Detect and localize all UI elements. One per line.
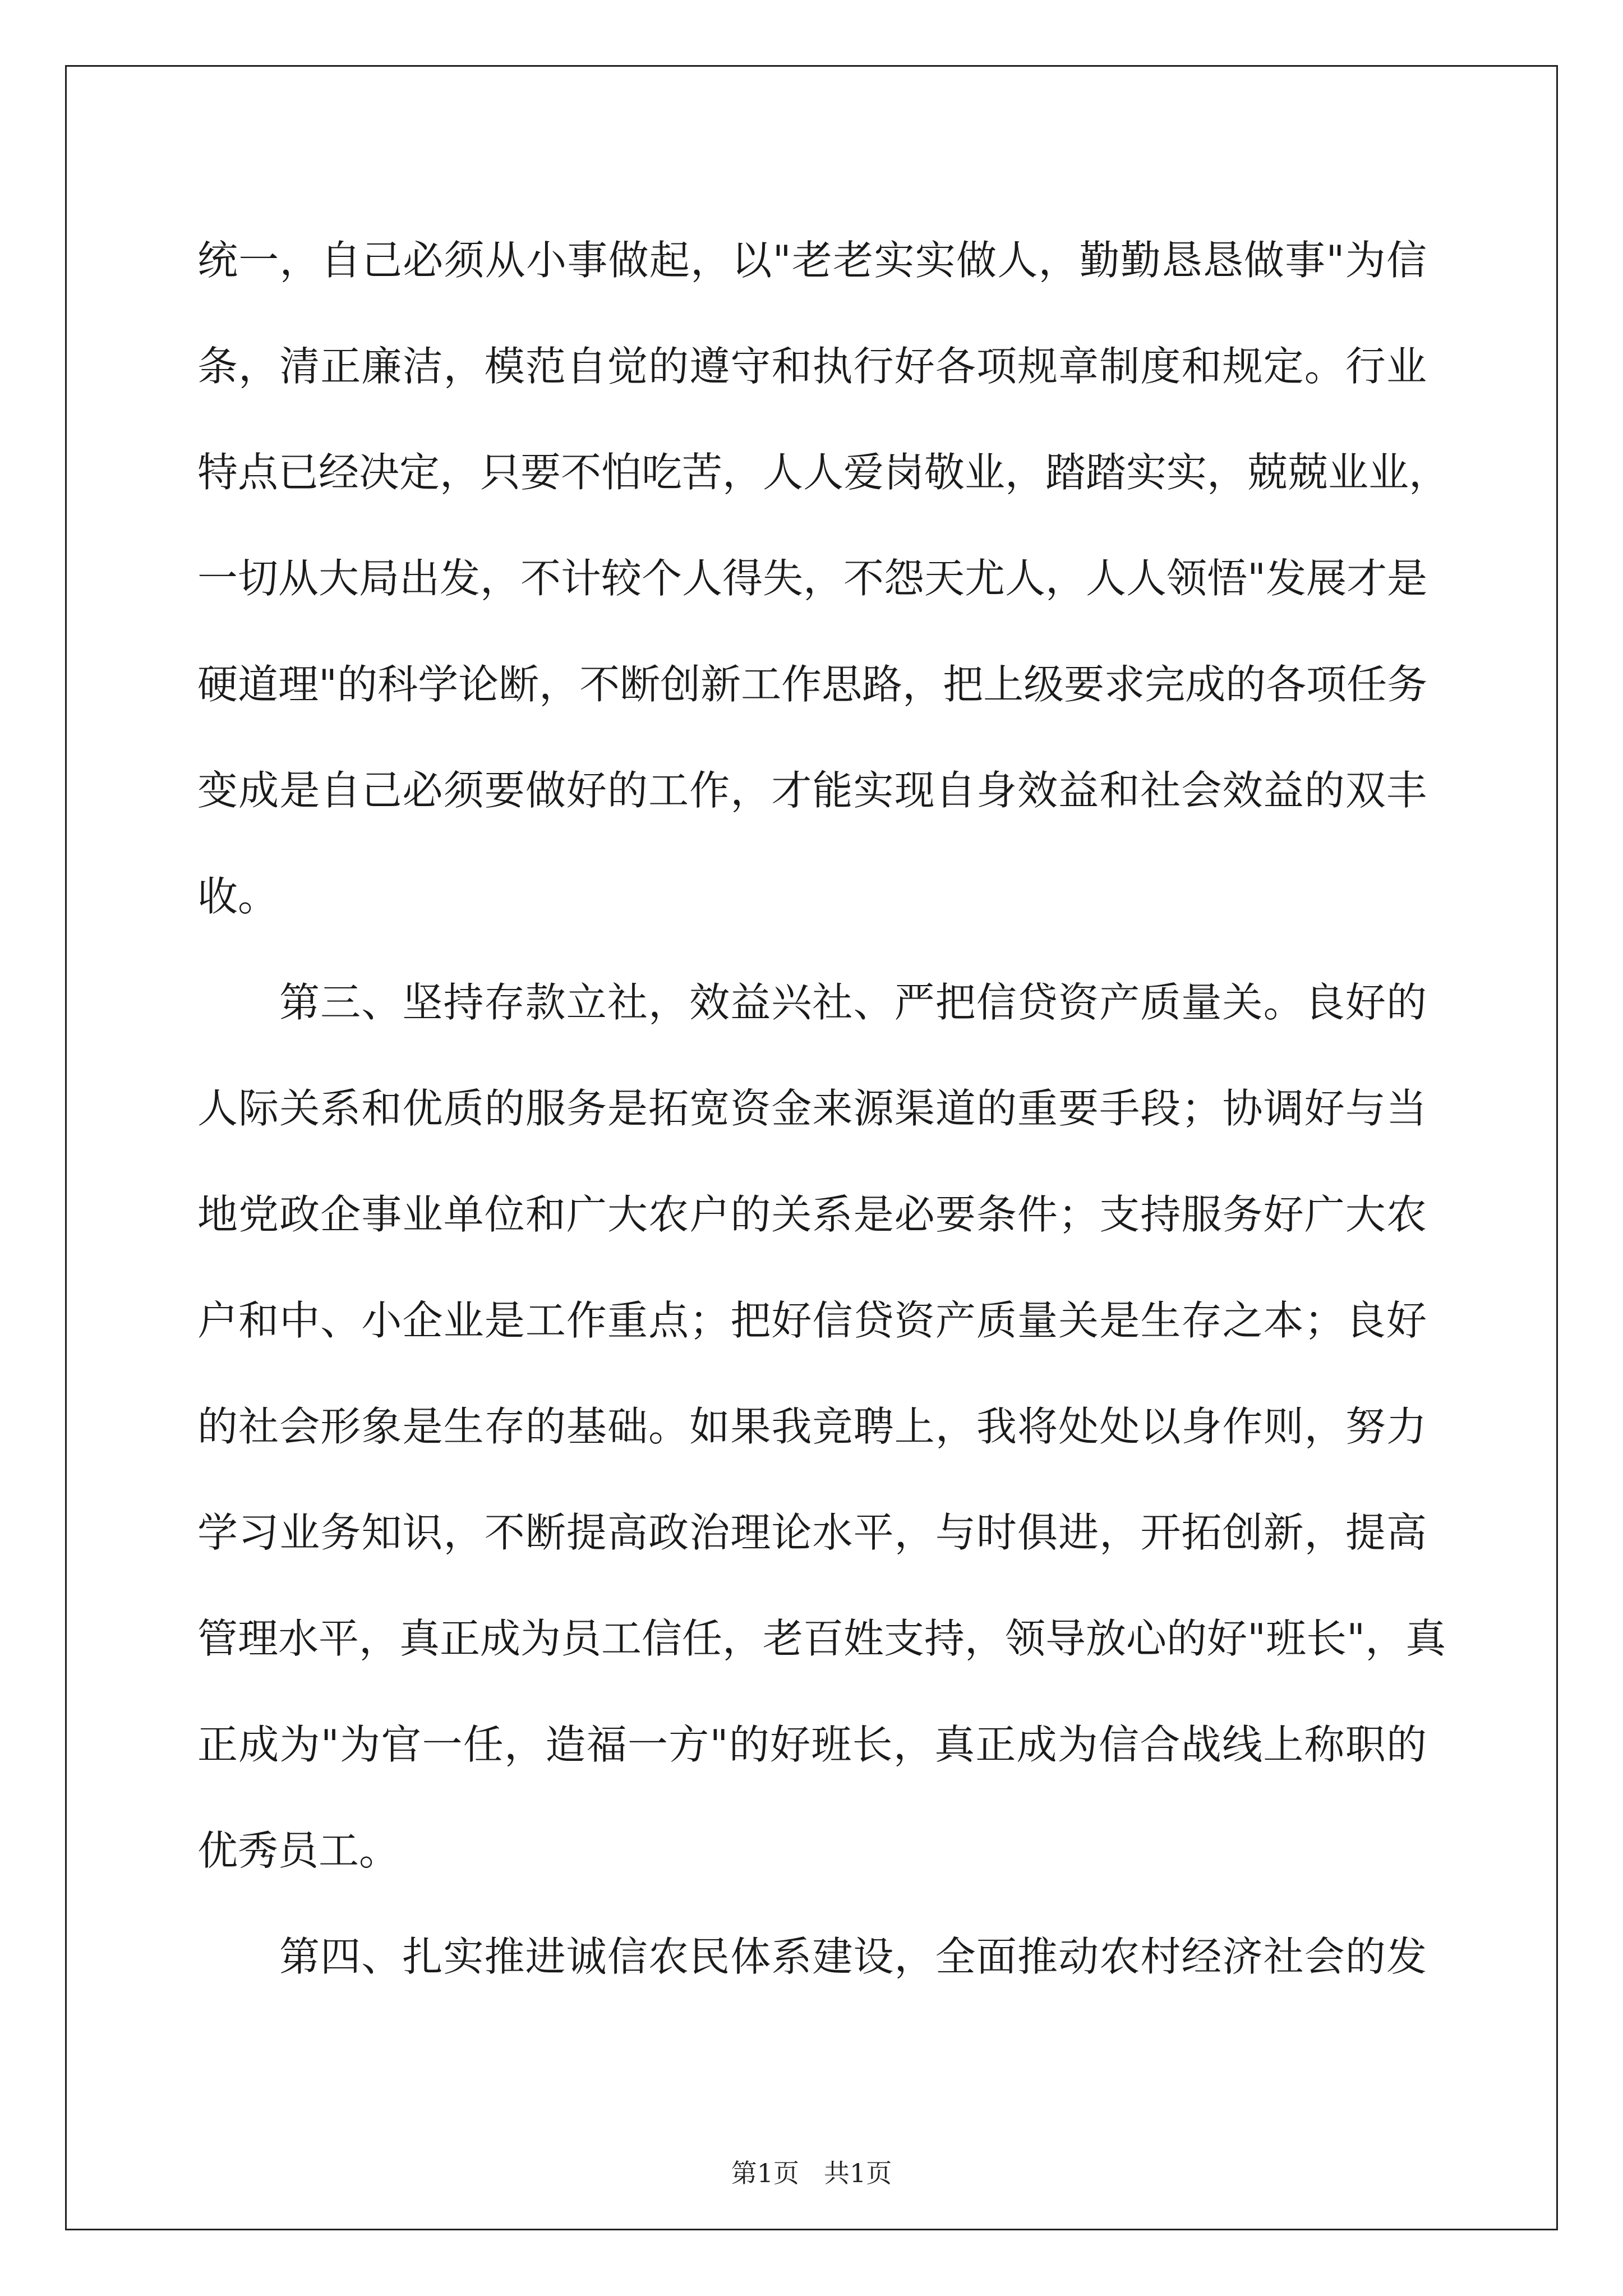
text-line: 的社会形象是生存的基础。如果我竞聘上，我将处处以身作则，努力	[197, 1403, 1427, 1450]
text-line: 硬道理"的科学论断，不断创新工作思路，把上级要求完成的各项任务	[197, 661, 1428, 708]
text-line: 第四、扎实推进诚信农民体系建设，全面推动农村经济社会的发	[279, 1933, 1427, 1980]
text-line: 第三、坚持存款立社，效益兴社、严把信贷资产质量关。良好的	[279, 979, 1427, 1026]
text-line: 变成是自己必须要做好的工作，才能实现自身效益和社会效益的双丰	[197, 767, 1427, 814]
text-line: 管理水平，真正成为员工信任，老百姓支持，领导放心的好"班长"，真	[197, 1615, 1446, 1662]
document-body	[197, 208, 1450, 2010]
page-number: 第1页	[731, 2158, 799, 2188]
text-line: 收。	[197, 873, 279, 920]
text-line: 统一，自己必须从小事做起，以"老老实实做人，勤勤恳恳做事"为信	[197, 237, 1427, 284]
page-total: 共1页	[824, 2158, 892, 2188]
text-line: 条，清正廉洁，模范自觉的遵守和执行好各项规章制度和规定。行业	[197, 343, 1427, 390]
text-line: 地党政企事业单位和广大农户的关系是必要条件；支持服务好广大农	[197, 1191, 1427, 1238]
page-footer	[0, 2153, 1623, 2190]
text-line: 优秀员工。	[197, 1827, 400, 1874]
text-line: 一切从大局出发，不计较个人得失，不怨天尤人，人人领悟"发展才是	[197, 555, 1428, 602]
text-line: 人际关系和优质的服务是拓宽资金来源渠道的重要手段；协调好与当	[197, 1085, 1427, 1132]
text-line: 学习业务知识，不断提高政治理论水平，与时俱进，开拓创新，提高	[197, 1509, 1427, 1556]
text-line: 正成为"为官一任，造福一方"的好班长，真正成为信合战线上称职的	[197, 1721, 1427, 1768]
text-line: 户和中、小企业是工作重点；把好信贷资产质量关是生存之本；良好	[197, 1297, 1427, 1344]
text-line: 特点已经决定，只要不怕吃苦，人人爱岗敬业，踏踏实实，兢兢业业，	[197, 449, 1450, 496]
